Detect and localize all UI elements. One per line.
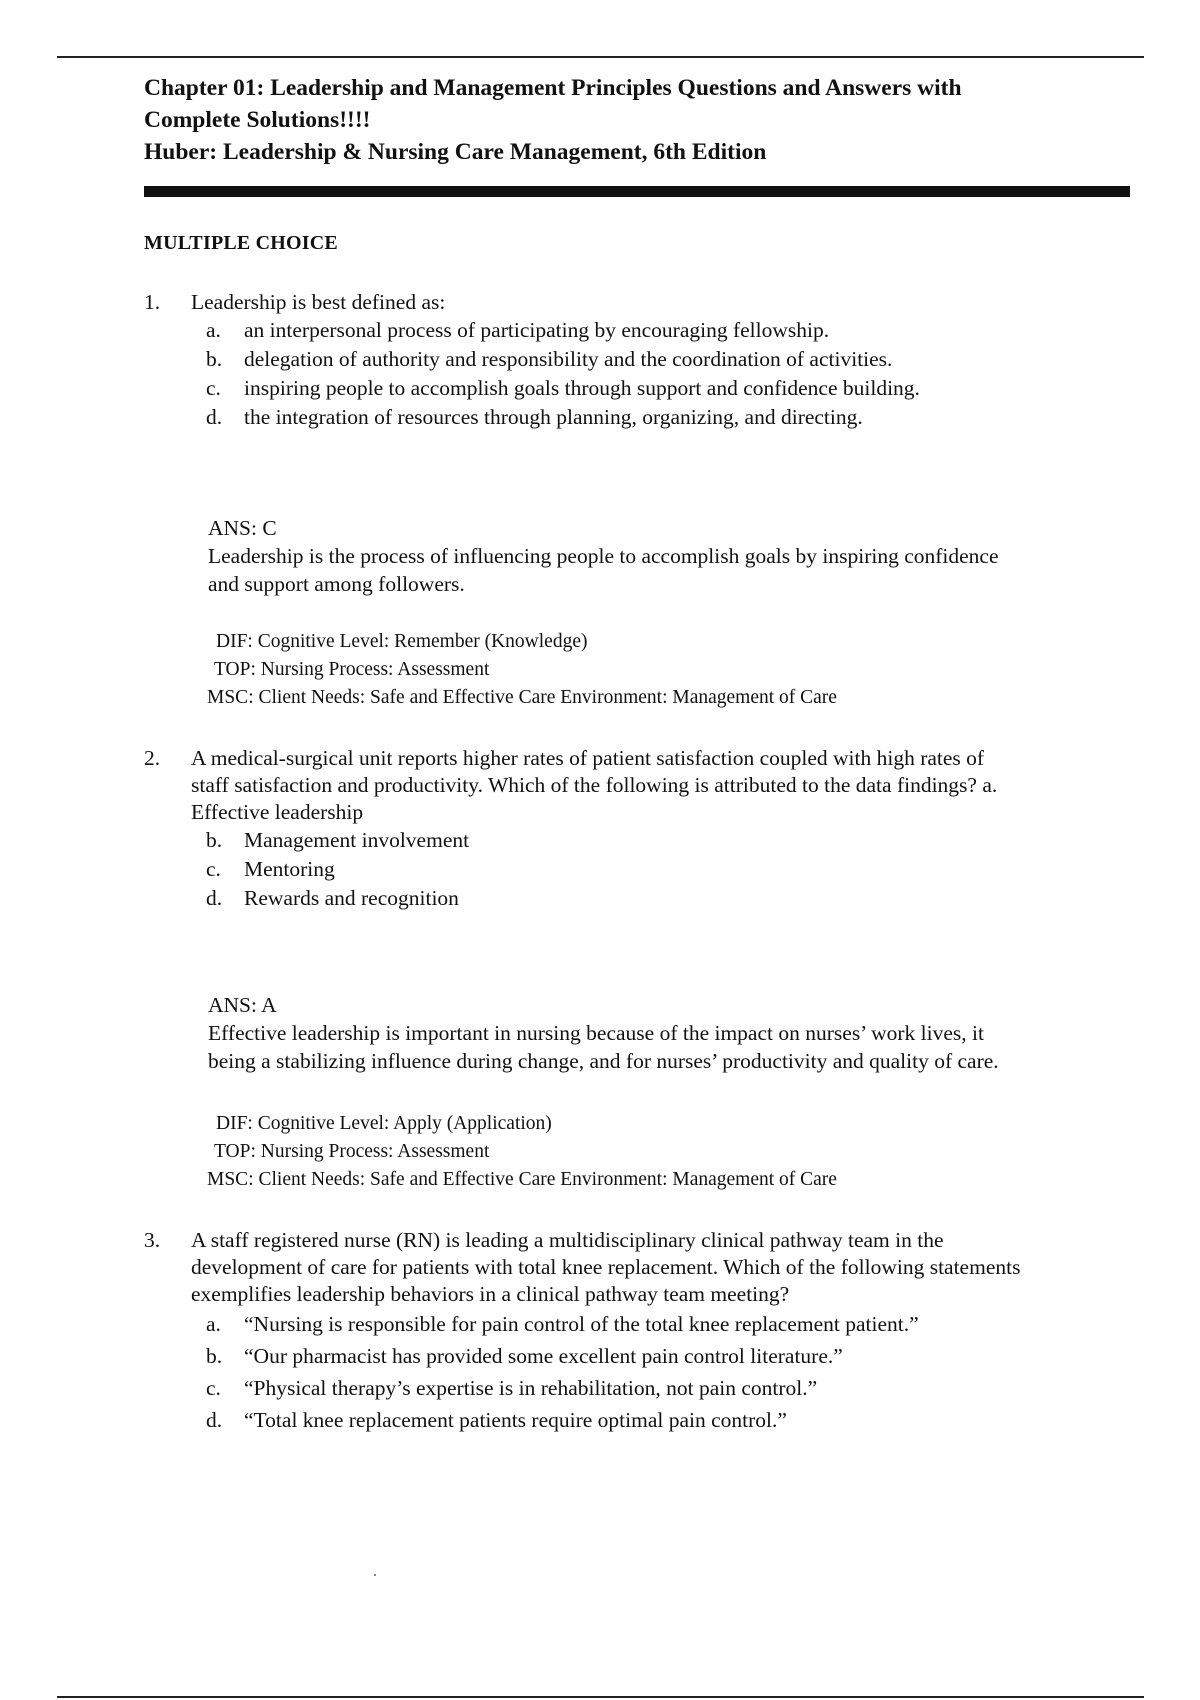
top-divider (57, 56, 1144, 58)
question-2 (144, 745, 1144, 913)
question-number: 1. (144, 290, 161, 314)
choice-c: c. Mentoring (206, 857, 335, 881)
choice-d: d. Rewards and recognition (206, 886, 459, 910)
rationale-line: being a stabilizing influence during change, and for nurses’ productivity and quality of care. (208, 1049, 999, 1073)
question-number: 3. (144, 1228, 161, 1252)
choice-a: a. “Nursing is responsible for pain control of the total knee replacement patient.” (206, 1312, 919, 1336)
client-needs: MSC: Client Needs: Safe and Effective Care Environment: Management of Care (207, 1169, 837, 1190)
metadata-2 (207, 1110, 837, 1194)
question-stem: 2. A medical-surgical unit reports higher rates of patient satisfaction coupled with high rates of staff satisfaction and productivity. Which of the following is attributed to the data findings? a. Effective leadership (144, 746, 998, 824)
rationale-line: Effective leadership is important in nursing because of the impact on nurses’ work lives, it (208, 1021, 984, 1045)
topic: TOP: Nursing Process: Assessment (214, 659, 490, 680)
question-1 (144, 289, 1144, 432)
document-header (144, 72, 1144, 168)
answer-block-1 (208, 514, 1108, 598)
question-stem: 1. Leadership is best defined as: (144, 290, 446, 314)
stray-dot (374, 1574, 376, 1576)
header-divider (144, 186, 1130, 197)
choice-d: d. “Total knee replacement patients require optimal pain control.” (206, 1408, 787, 1432)
rationale-line: and support among followers. (208, 572, 465, 596)
difficulty: DIF: Cognitive Level: Apply (Application) (216, 1113, 552, 1134)
rationale-line: Leadership is the process of influencing people to accomplish goals by inspiring confidence (208, 544, 999, 568)
question-number: 2. (144, 746, 161, 770)
bottom-divider (57, 1696, 1144, 1698)
answer-key: ANS: A (208, 993, 277, 1017)
choice-a: a. an interpersonal process of participating by encouraging fellowship. (206, 318, 830, 342)
choice-b: b. Management involvement (206, 828, 470, 852)
choice-b: b. delegation of authority and responsibility and the coordination of activities. (206, 347, 893, 371)
answer-block-2 (208, 991, 1108, 1075)
client-needs: MSC: Client Needs: Safe and Effective Care Environment: Management of Care (207, 687, 837, 708)
metadata-1 (207, 628, 837, 712)
topic: TOP: Nursing Process: Assessment (214, 1141, 490, 1162)
choice-c: c. inspiring people to accomplish goals through support and confidence building. (206, 376, 920, 400)
answer-key: ANS: C (208, 516, 277, 540)
section-title: MULTIPLE CHOICE (144, 232, 338, 254)
title-line-1: Chapter 01: Leadership and Management Principles Questions and Answers with (144, 75, 962, 101)
choice-b: b. “Our pharmacist has provided some excellent pain control literature.” (206, 1344, 843, 1368)
book-title: Huber: Leadership & Nursing Care Management, 6th Edition (144, 139, 767, 165)
difficulty: DIF: Cognitive Level: Remember (Knowledge) (216, 631, 588, 652)
choice-c: c. “Physical therapy’s expertise is in rehabilitation, not pain control.” (206, 1376, 818, 1400)
question-stem: 3. A staff registered nurse (RN) is leading a multidisciplinary clinical pathway team in the development of care for patients with total knee replacement. Which of the following statements exemplifies leadership behaviors in a clinical pathway team meeting? (144, 1228, 1021, 1306)
question-3 (144, 1227, 1144, 1436)
title-line-2: Complete Solutions!!!! (144, 107, 371, 133)
choice-d: d. the integration of resources through planning, organizing, and directing. (206, 405, 863, 429)
